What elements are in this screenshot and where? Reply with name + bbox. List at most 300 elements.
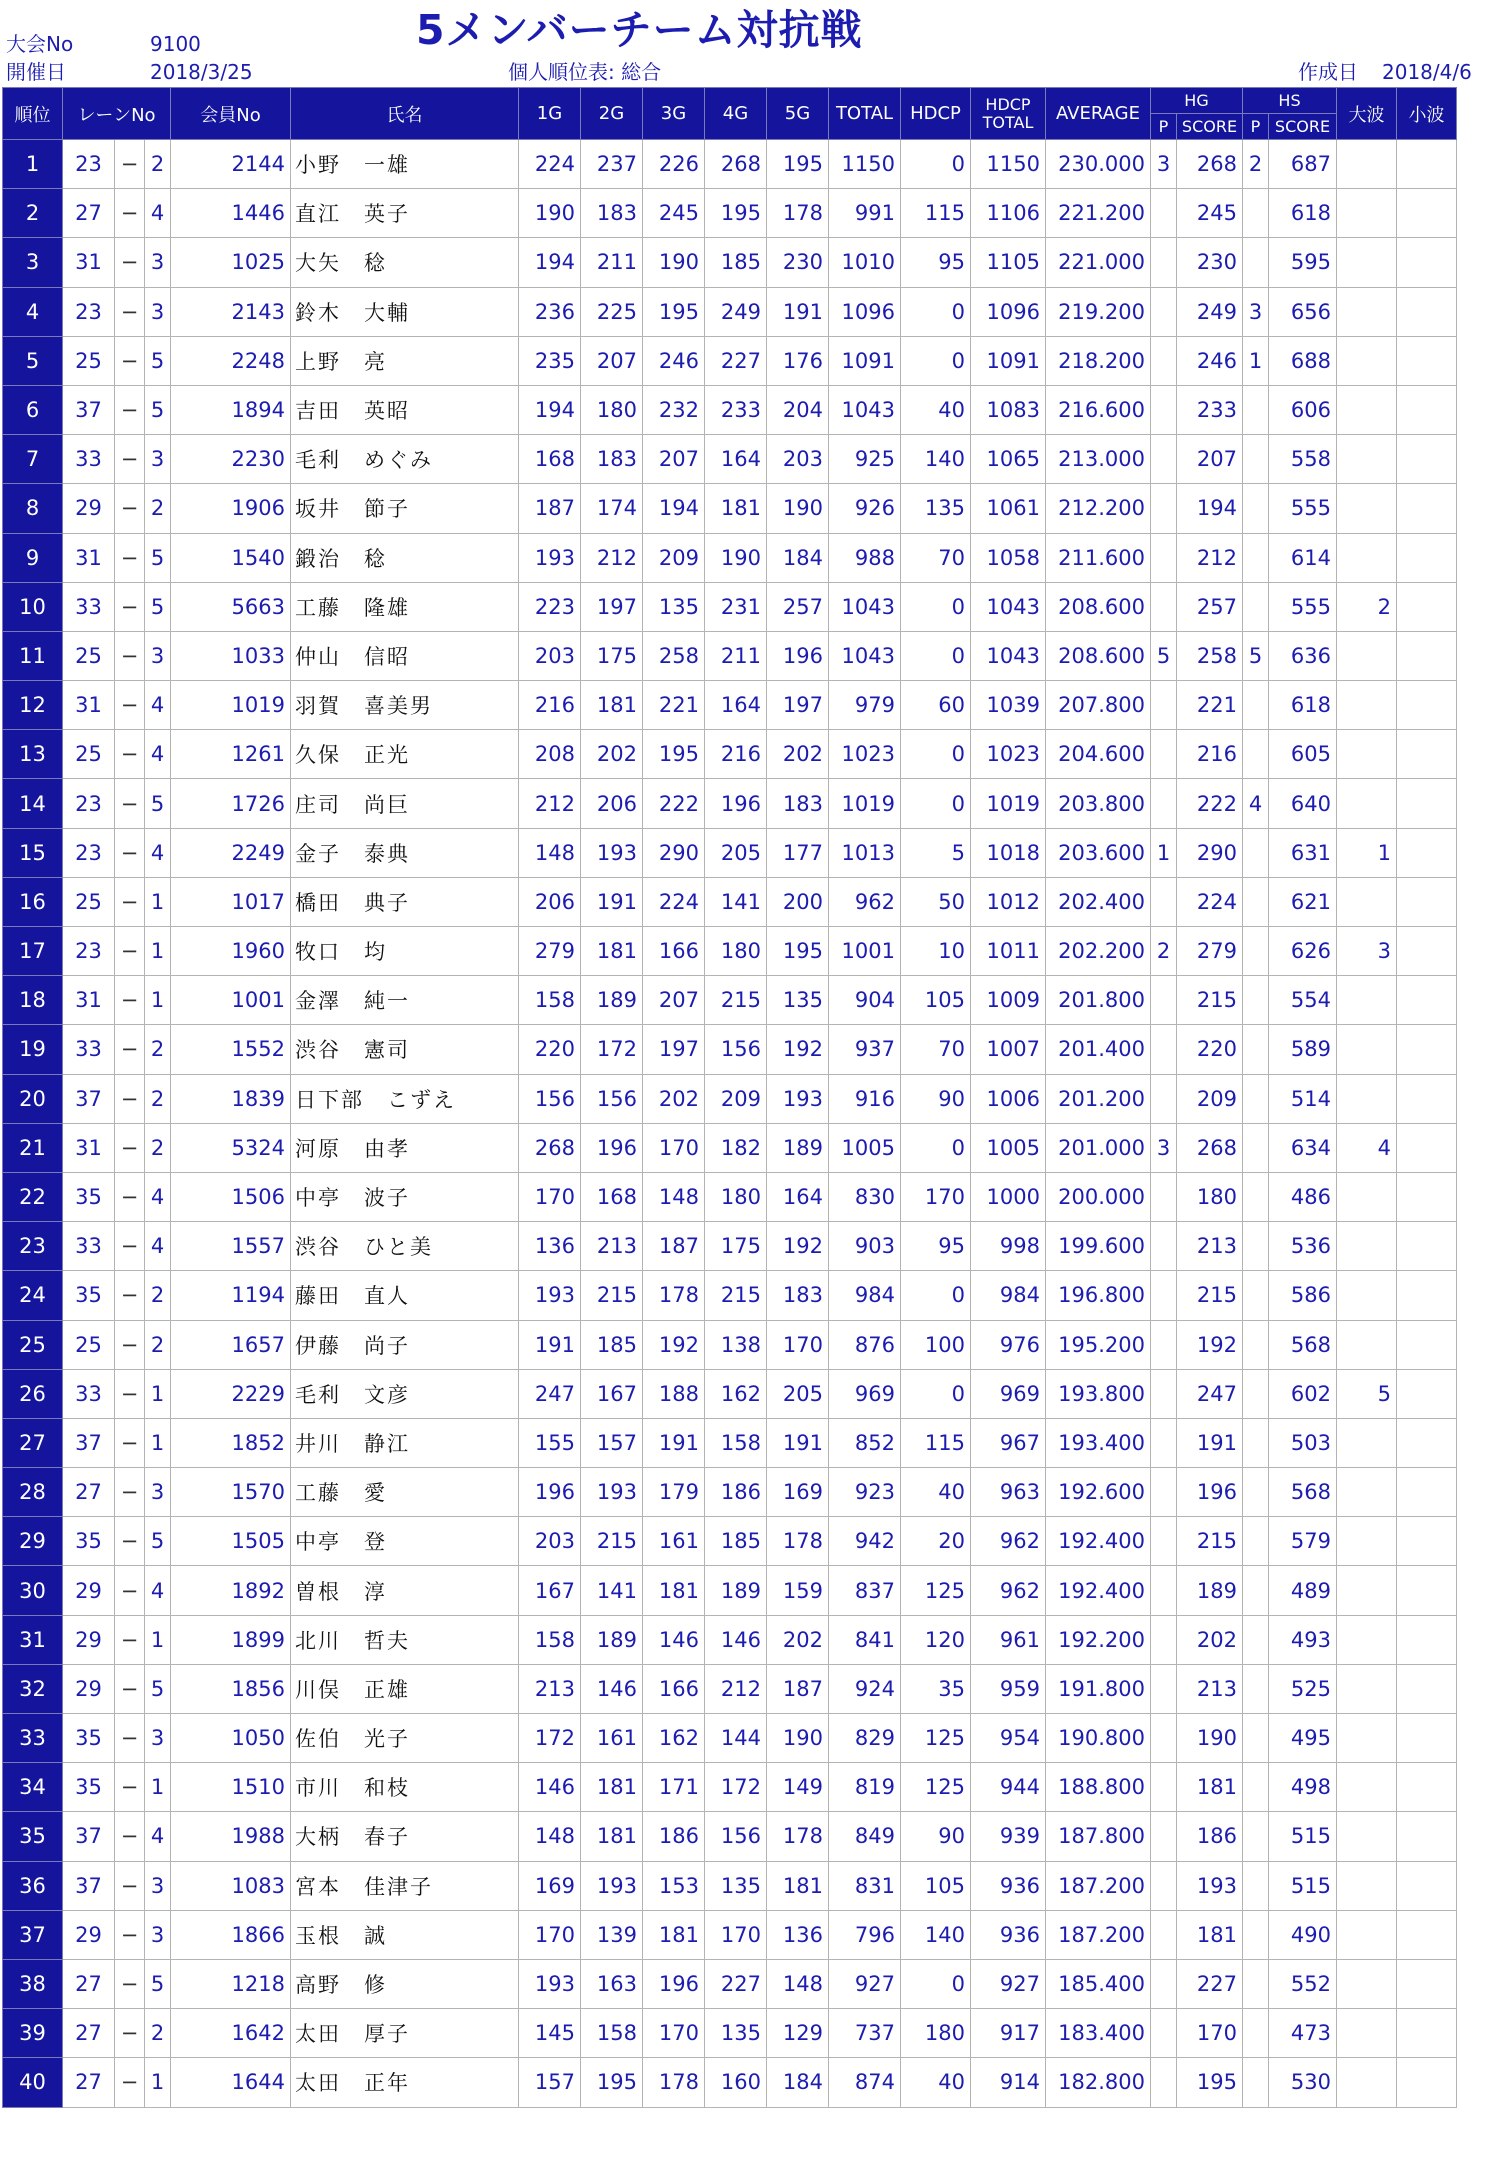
- big-wave: [1337, 1517, 1397, 1566]
- game4-score: 189: [705, 1566, 767, 1615]
- lane-dash: −: [115, 1418, 145, 1467]
- high-series: 486: [1269, 1172, 1337, 1221]
- rank-cell: 6: [3, 385, 63, 434]
- lane-cell: 27: [63, 1959, 115, 2008]
- hg-place: [1151, 435, 1177, 484]
- game2-score: 146: [581, 1664, 643, 1713]
- lane-dash: −: [115, 2009, 145, 2058]
- game1-score: 193: [519, 533, 581, 582]
- small-wave: [1397, 1861, 1457, 1910]
- small-wave: [1397, 779, 1457, 828]
- lane-position: 5: [145, 1959, 171, 2008]
- lane-position: 2: [145, 1320, 171, 1369]
- lane-position: 3: [145, 238, 171, 287]
- handicap-total: 1091: [971, 336, 1046, 385]
- col-name: 氏名: [291, 88, 519, 140]
- game3-score: 170: [643, 1123, 705, 1172]
- high-game: 181: [1177, 1763, 1243, 1812]
- lane-dash: −: [115, 1468, 145, 1517]
- lane-position: 3: [145, 631, 171, 680]
- hg-place: [1151, 730, 1177, 779]
- total-score: 984: [829, 1271, 901, 1320]
- big-wave: [1337, 140, 1397, 189]
- table-row: [3, 435, 1457, 484]
- lane-cell: 23: [63, 779, 115, 828]
- member-no: 1019: [171, 681, 291, 730]
- hg-place: 1: [1151, 828, 1177, 877]
- table-row: [3, 1714, 1457, 1763]
- lane-position: 1: [145, 927, 171, 976]
- lane-position: 2: [145, 1074, 171, 1123]
- game3-score: 207: [643, 976, 705, 1025]
- handicap: 0: [901, 1959, 971, 2008]
- rank-cell: 17: [3, 927, 63, 976]
- tournament-no: 9100: [150, 32, 201, 56]
- hs-place: [1243, 1763, 1269, 1812]
- game1-score: 136: [519, 1222, 581, 1271]
- member-no: 1552: [171, 1025, 291, 1074]
- high-game: 209: [1177, 1074, 1243, 1123]
- game5-score: 197: [767, 681, 829, 730]
- rank-cell: 40: [3, 2058, 63, 2107]
- game1-score: 203: [519, 631, 581, 680]
- lane-cell: 35: [63, 1763, 115, 1812]
- big-wave: [1337, 2058, 1397, 2107]
- player-name: 渋谷 憲司: [291, 1025, 519, 1074]
- hg-place: [1151, 533, 1177, 582]
- game5-score: 159: [767, 1566, 829, 1615]
- high-series: 605: [1269, 730, 1337, 779]
- small-wave: [1397, 1566, 1457, 1615]
- hs-place: [1243, 1271, 1269, 1320]
- game5-score: 195: [767, 140, 829, 189]
- lane-dash: −: [115, 336, 145, 385]
- game1-score: 146: [519, 1763, 581, 1812]
- handicap: 180: [901, 2009, 971, 2058]
- lane-position: 3: [145, 435, 171, 484]
- high-series: 490: [1269, 1910, 1337, 1959]
- game1-score: 236: [519, 287, 581, 336]
- average: 183.400: [1046, 2009, 1151, 2058]
- big-wave: [1337, 877, 1397, 926]
- game1-score: 190: [519, 189, 581, 238]
- game2-score: 215: [581, 1271, 643, 1320]
- game3-score: 135: [643, 582, 705, 631]
- col-hg-p: P: [1151, 114, 1177, 140]
- hs-place: [1243, 730, 1269, 779]
- game1-score: 167: [519, 1566, 581, 1615]
- player-name: 日下部 こずえ: [291, 1074, 519, 1123]
- high-game: 216: [1177, 730, 1243, 779]
- lane-dash: −: [115, 1664, 145, 1713]
- high-game: 215: [1177, 976, 1243, 1025]
- high-game: 191: [1177, 1418, 1243, 1467]
- game3-score: 207: [643, 435, 705, 484]
- lane-position: 1: [145, 877, 171, 926]
- member-no: 1892: [171, 1566, 291, 1615]
- lane-cell: 23: [63, 140, 115, 189]
- lane-position: 4: [145, 1222, 171, 1271]
- total-score: 1043: [829, 582, 901, 631]
- game5-score: 183: [767, 779, 829, 828]
- table-row: [3, 779, 1457, 828]
- game3-score: 146: [643, 1615, 705, 1664]
- game1-score: 148: [519, 1812, 581, 1861]
- game1-score: 157: [519, 2058, 581, 2107]
- hs-place: 1: [1243, 336, 1269, 385]
- game3-score: 191: [643, 1418, 705, 1467]
- table-row: [3, 1025, 1457, 1074]
- game4-score: 180: [705, 1172, 767, 1221]
- hg-place: [1151, 1320, 1177, 1369]
- rank-cell: 7: [3, 435, 63, 484]
- hs-place: [1243, 582, 1269, 631]
- big-wave: [1337, 287, 1397, 336]
- game4-score: 144: [705, 1714, 767, 1763]
- game2-score: 181: [581, 927, 643, 976]
- player-name: 毛利 めぐみ: [291, 435, 519, 484]
- game5-score: 193: [767, 1074, 829, 1123]
- table-row: [3, 828, 1457, 877]
- handicap: 50: [901, 877, 971, 926]
- small-wave: [1397, 1517, 1457, 1566]
- hs-place: [1243, 1468, 1269, 1517]
- lane-position: 3: [145, 1910, 171, 1959]
- lane-cell: 27: [63, 1468, 115, 1517]
- game5-score: 196: [767, 631, 829, 680]
- lane-position: 1: [145, 2058, 171, 2107]
- rank-cell: 2: [3, 189, 63, 238]
- game4-score: 170: [705, 1910, 767, 1959]
- lane-cell: 23: [63, 287, 115, 336]
- high-game: 202: [1177, 1615, 1243, 1664]
- average: 187.200: [1046, 1910, 1151, 1959]
- lane-dash: −: [115, 1271, 145, 1320]
- hg-place: [1151, 1517, 1177, 1566]
- game1-score: 223: [519, 582, 581, 631]
- handicap: 0: [901, 1369, 971, 1418]
- high-game: 213: [1177, 1222, 1243, 1271]
- hg-place: [1151, 976, 1177, 1025]
- hg-place: [1151, 1812, 1177, 1861]
- big-wave: [1337, 189, 1397, 238]
- high-game: 224: [1177, 877, 1243, 926]
- handicap-total: 1043: [971, 582, 1046, 631]
- handicap-total: 1011: [971, 927, 1046, 976]
- high-game: 207: [1177, 435, 1243, 484]
- lane-dash: −: [115, 582, 145, 631]
- total-score: 876: [829, 1320, 901, 1369]
- small-wave: [1397, 1664, 1457, 1713]
- small-wave: [1397, 1812, 1457, 1861]
- member-no: 1050: [171, 1714, 291, 1763]
- high-series: 636: [1269, 631, 1337, 680]
- rank-cell: 32: [3, 1664, 63, 1713]
- small-wave: [1397, 287, 1457, 336]
- member-no: 1510: [171, 1763, 291, 1812]
- hg-place: [1151, 385, 1177, 434]
- player-name: 大矢 稔: [291, 238, 519, 287]
- member-no: 2249: [171, 828, 291, 877]
- lane-dash: −: [115, 1959, 145, 2008]
- lane-dash: −: [115, 1025, 145, 1074]
- lane-dash: −: [115, 1714, 145, 1763]
- high-series: 618: [1269, 189, 1337, 238]
- total-score: 1019: [829, 779, 901, 828]
- table-row: [3, 189, 1457, 238]
- hs-place: [1243, 1123, 1269, 1172]
- average: 208.600: [1046, 582, 1151, 631]
- high-series: 552: [1269, 1959, 1337, 2008]
- member-no: 1960: [171, 927, 291, 976]
- game4-score: 196: [705, 779, 767, 828]
- high-series: 555: [1269, 582, 1337, 631]
- rank-cell: 34: [3, 1763, 63, 1812]
- big-wave: 4: [1337, 1123, 1397, 1172]
- handicap: 0: [901, 336, 971, 385]
- hg-place: [1151, 1861, 1177, 1910]
- high-game: 258: [1177, 631, 1243, 680]
- lane-dash: −: [115, 1172, 145, 1221]
- total-score: 737: [829, 2009, 901, 2058]
- total-score: 937: [829, 1025, 901, 1074]
- table-row: [3, 730, 1457, 779]
- average: 230.000: [1046, 140, 1151, 189]
- hs-place: [1243, 1418, 1269, 1467]
- game1-score: 148: [519, 828, 581, 877]
- game2-score: 193: [581, 1468, 643, 1517]
- total-score: 796: [829, 1910, 901, 1959]
- rank-cell: 22: [3, 1172, 63, 1221]
- rank-cell: 15: [3, 828, 63, 877]
- col-hs-score: SCORE: [1269, 114, 1337, 140]
- col-big-wave: 大波: [1337, 88, 1397, 140]
- col-hdcp-total: [971, 88, 1046, 140]
- player-name: 毛利 文彦: [291, 1369, 519, 1418]
- game1-score: 212: [519, 779, 581, 828]
- col-hdcp: HDCP: [901, 88, 971, 140]
- hs-place: [1243, 1025, 1269, 1074]
- hg-place: [1151, 1959, 1177, 2008]
- hg-place: [1151, 681, 1177, 730]
- handicap-total: 1039: [971, 681, 1046, 730]
- lane-position: 4: [145, 828, 171, 877]
- player-name: 曽根 淳: [291, 1566, 519, 1615]
- hs-place: 5: [1243, 631, 1269, 680]
- player-name: 直江 英子: [291, 189, 519, 238]
- page-subtitle: 個人順位表: 総合: [508, 60, 662, 84]
- average: 195.200: [1046, 1320, 1151, 1369]
- hg-place: [1151, 2009, 1177, 2058]
- game3-score: 246: [643, 336, 705, 385]
- game4-score: 195: [705, 189, 767, 238]
- game5-score: 136: [767, 1910, 829, 1959]
- hg-place: [1151, 1615, 1177, 1664]
- average: 203.800: [1046, 779, 1151, 828]
- rank-cell: 37: [3, 1910, 63, 1959]
- high-game: 215: [1177, 1271, 1243, 1320]
- high-series: 626: [1269, 927, 1337, 976]
- member-no: 1856: [171, 1664, 291, 1713]
- hs-place: [1243, 435, 1269, 484]
- game2-score: 161: [581, 1714, 643, 1763]
- lane-dash: −: [115, 1615, 145, 1664]
- handicap: 170: [901, 1172, 971, 1221]
- total-score: 1096: [829, 287, 901, 336]
- high-series: 687: [1269, 140, 1337, 189]
- game5-score: 257: [767, 582, 829, 631]
- table-row: [3, 681, 1457, 730]
- player-name: 伊藤 尚子: [291, 1320, 519, 1369]
- hs-place: [1243, 1222, 1269, 1271]
- handicap-total: 1007: [971, 1025, 1046, 1074]
- lane-cell: 23: [63, 828, 115, 877]
- table-row: [3, 1861, 1457, 1910]
- game2-score: 158: [581, 2009, 643, 2058]
- lane-cell: 33: [63, 1369, 115, 1418]
- lane-cell: 25: [63, 336, 115, 385]
- rank-cell: 39: [3, 2009, 63, 2058]
- high-game: 246: [1177, 336, 1243, 385]
- game1-score: 194: [519, 238, 581, 287]
- lane-cell: 37: [63, 1861, 115, 1910]
- average: 221.200: [1046, 189, 1151, 238]
- high-game: 196: [1177, 1468, 1243, 1517]
- game3-score: 162: [643, 1714, 705, 1763]
- big-wave: [1337, 1615, 1397, 1664]
- average: 201.400: [1046, 1025, 1151, 1074]
- big-wave: [1337, 1714, 1397, 1763]
- game3-score: 226: [643, 140, 705, 189]
- game1-score: 194: [519, 385, 581, 434]
- game2-score: 180: [581, 385, 643, 434]
- table-row: [3, 1910, 1457, 1959]
- game1-score: 193: [519, 1959, 581, 2008]
- player-name: 中亭 波子: [291, 1172, 519, 1221]
- hg-place: [1151, 1172, 1177, 1221]
- high-game: 249: [1177, 287, 1243, 336]
- high-game: 213: [1177, 1664, 1243, 1713]
- average: 188.800: [1046, 1763, 1151, 1812]
- small-wave: [1397, 1074, 1457, 1123]
- player-name: 上野 亮: [291, 336, 519, 385]
- small-wave: [1397, 1025, 1457, 1074]
- handicap: 140: [901, 1910, 971, 1959]
- game4-score: 209: [705, 1074, 767, 1123]
- high-series: 579: [1269, 1517, 1337, 1566]
- col-hdcp-total-line2: TOTAL: [982, 112, 1034, 132]
- member-no: 2144: [171, 140, 291, 189]
- big-wave: [1337, 533, 1397, 582]
- small-wave: [1397, 385, 1457, 434]
- big-wave: [1337, 1812, 1397, 1861]
- lane-cell: 35: [63, 1714, 115, 1763]
- game1-score: 187: [519, 484, 581, 533]
- game5-score: 189: [767, 1123, 829, 1172]
- lane-position: 1: [145, 1615, 171, 1664]
- game5-score: 178: [767, 1517, 829, 1566]
- small-wave: [1397, 2058, 1457, 2107]
- game3-score: 221: [643, 681, 705, 730]
- table-row: [3, 1812, 1457, 1861]
- game5-score: 187: [767, 1664, 829, 1713]
- average: 192.200: [1046, 1615, 1151, 1664]
- small-wave: [1397, 238, 1457, 287]
- lane-position: 4: [145, 730, 171, 779]
- hs-place: [1243, 1910, 1269, 1959]
- game4-score: 180: [705, 927, 767, 976]
- game4-score: 215: [705, 976, 767, 1025]
- lane-position: 1: [145, 1763, 171, 1812]
- lane-position: 5: [145, 1517, 171, 1566]
- total-score: 916: [829, 1074, 901, 1123]
- high-series: 525: [1269, 1664, 1337, 1713]
- game2-score: 175: [581, 631, 643, 680]
- lane-cell: 37: [63, 1074, 115, 1123]
- game1-score: 156: [519, 1074, 581, 1123]
- game2-score: 193: [581, 1861, 643, 1910]
- game4-score: 182: [705, 1123, 767, 1172]
- member-no: 1506: [171, 1172, 291, 1221]
- handicap-total: 1009: [971, 976, 1046, 1025]
- lane-cell: 29: [63, 1615, 115, 1664]
- hg-place: [1151, 336, 1177, 385]
- big-wave: [1337, 1468, 1397, 1517]
- col-average: AVERAGE: [1046, 88, 1151, 140]
- high-game: 186: [1177, 1812, 1243, 1861]
- game2-score: 189: [581, 1615, 643, 1664]
- average: 202.400: [1046, 877, 1151, 926]
- handicap: 0: [901, 730, 971, 779]
- average: 218.200: [1046, 336, 1151, 385]
- total-score: 819: [829, 1763, 901, 1812]
- table-row: [3, 927, 1457, 976]
- small-wave: [1397, 1910, 1457, 1959]
- lane-cell: 25: [63, 730, 115, 779]
- lane-dash: −: [115, 828, 145, 877]
- lane-dash: −: [115, 877, 145, 926]
- high-game: 194: [1177, 484, 1243, 533]
- high-series: 473: [1269, 2009, 1337, 2058]
- rank-cell: 25: [3, 1320, 63, 1369]
- handicap: 70: [901, 533, 971, 582]
- member-no: 5324: [171, 1123, 291, 1172]
- lane-cell: 33: [63, 1222, 115, 1271]
- member-no: 1194: [171, 1271, 291, 1320]
- player-name: 鈴木 大輔: [291, 287, 519, 336]
- game1-score: 203: [519, 1517, 581, 1566]
- rank-cell: 27: [3, 1418, 63, 1467]
- total-score: 1013: [829, 828, 901, 877]
- total-score: 1001: [829, 927, 901, 976]
- hs-place: [1243, 1812, 1269, 1861]
- big-wave: [1337, 385, 1397, 434]
- total-score: 1005: [829, 1123, 901, 1172]
- hs-place: [1243, 1074, 1269, 1123]
- handicap: 5: [901, 828, 971, 877]
- average: 201.200: [1046, 1074, 1151, 1123]
- small-wave: [1397, 435, 1457, 484]
- game3-score: 232: [643, 385, 705, 434]
- small-wave: [1397, 336, 1457, 385]
- lane-cell: 31: [63, 976, 115, 1025]
- game4-score: 249: [705, 287, 767, 336]
- game4-score: 138: [705, 1320, 767, 1369]
- game5-score: 202: [767, 730, 829, 779]
- lane-cell: 27: [63, 189, 115, 238]
- game1-score: 208: [519, 730, 581, 779]
- player-name: 井川 静江: [291, 1418, 519, 1467]
